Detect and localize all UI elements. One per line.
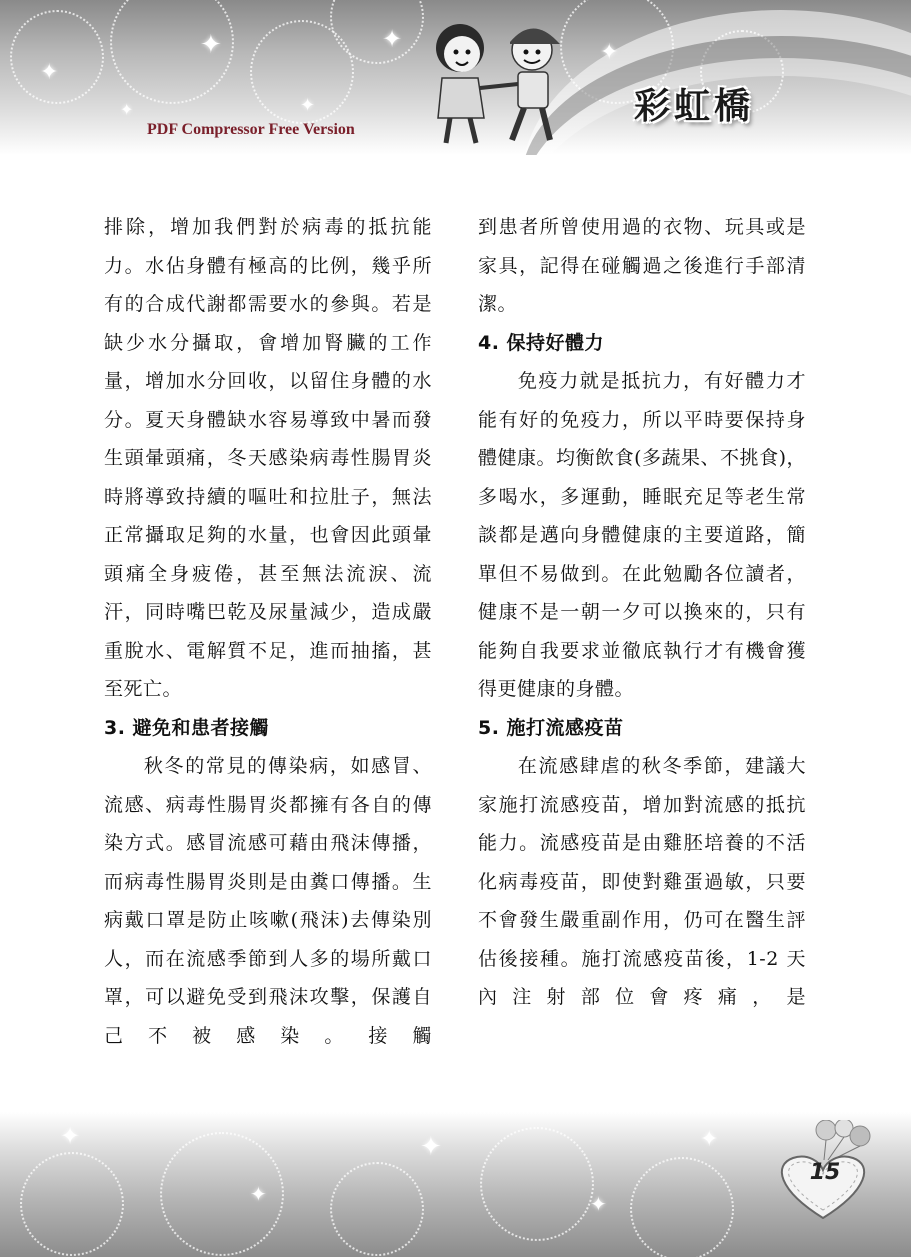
sparkle-icon: ✦ (700, 1127, 719, 1152)
bokeh-circle (330, 1162, 424, 1256)
paragraph-flu-vaccine: 在流感肆虐的秋冬季節，建議大家施打流感疫苗，增加對流感的抵抗能力。流感疫苗是由雞胚培養的不活化病毒疫苗，即使對雞蛋過敏，只要不會發生嚴重副作用，仍可在醫生評估後接種。施打流感疫苗後，1-2 天內注射部位會疼痛，是 (478, 755, 806, 1008)
paragraph-contact: 秋冬的常見的傳染病，如感冒、流感、病毒性腸胃炎都擁有各自的傳染方式。感冒流感可藉由飛沫傳播，而病毒性腸胃炎則是由糞口傳播。生病戴口罩是防止咳嗽(飛沫)去傳染別人，而在流感季節到人多的場所戴口罩，可以避免受到飛沫攻擊，保護自己不被感染。接觸 (104, 755, 432, 1047)
children-running-icon (420, 8, 580, 153)
sparkle-icon: ✦ (250, 1182, 267, 1206)
page-number: 15 (809, 1160, 841, 1185)
sparkle-icon: ✦ (382, 25, 403, 53)
heading-avoid-contact: 3. 避免和患者接觸 (104, 716, 270, 739)
sparkle-icon: ✦ (40, 60, 59, 85)
bokeh-circle (480, 1127, 594, 1241)
sparkle-icon: ✦ (420, 1132, 442, 1162)
paragraph-water: 排除，增加我們對於病毒的抵抗能力。水佔身體有極高的比例，幾乎所有的合成代謝都需要水的參與。若是缺少水分攝取，會增加腎臟的工作量，增加水分回收，以留住身體的水分。夏天身體缺水容易導致中暑而發生頭暈頭痛，冬天感染病毒性腸胃炎時將導致持續的嘔吐和拉肚子，無法正常攝取足夠的水量，也會因此頭暈頭痛全身疲倦，甚至無法流淚、流汗，同時嘴巴乾及尿量減少，造成嚴重脫水、電解質不足，進而抽搐，甚至死亡。 (104, 216, 432, 700)
header-banner (0, 0, 911, 155)
paragraph-hygiene: 到患者所曾使用過的衣物、玩具或是家具，記得在碰觸過之後進行手部清潔。 (478, 216, 806, 315)
sparkle-icon: ✦ (600, 40, 619, 65)
sparkle-icon: ✦ (120, 100, 134, 119)
sparkle-icon: ✦ (590, 1192, 607, 1216)
watermark-text: PDF Compressor Free Version (147, 121, 355, 138)
bokeh-circle (20, 1152, 124, 1256)
bokeh-circle (10, 10, 104, 104)
sparkle-icon: ✦ (200, 30, 222, 60)
magazine-title: 彩虹橋 (634, 85, 755, 127)
sparkle-icon: ✦ (60, 1122, 81, 1150)
heading-stamina: 4. 保持好體力 (478, 331, 605, 354)
paragraph-stamina: 免疫力就是抵抗力，有好體力才能有好的免疫力，所以平時要保持身體健康。均衡飲食(多蔬果、不挑食)，多喝水，多運動，睡眠充足等老生常談都是邁向身體健康的主要道路，簡單但不易做到。在此勉勵各位讀者，健康不是一朝一夕可以換來的，只有能夠自我要求並徹底執行才有機會獲得更健康的身體。 (478, 370, 806, 700)
left-column (104, 208, 432, 1055)
heading-flu-vaccine: 5. 施打流感疫苗 (478, 716, 624, 739)
bokeh-circle (630, 1157, 734, 1257)
sparkle-icon: ✦ (300, 95, 316, 116)
right-column (478, 208, 806, 1017)
